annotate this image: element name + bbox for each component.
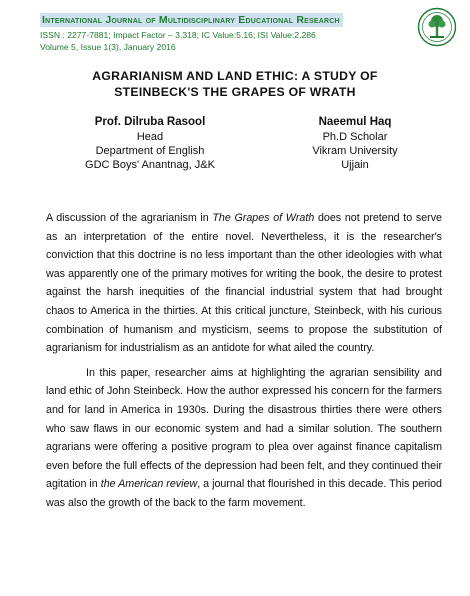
- issn-line: ISSN : 2277-7881; Impact Factor – 3.318; IC Value:5.16; ISI Value:2.286: [40, 30, 316, 40]
- author-block-2: [280, 115, 430, 172]
- paper-title: [0, 68, 470, 100]
- author-department: Department of English: [95, 145, 205, 157]
- author-position: Head: [136, 131, 164, 143]
- author-block-1: [60, 115, 240, 172]
- journal-header: [40, 10, 410, 52]
- title-line-1: AGRARIANISM AND LAND ETHIC: A STUDY OF: [92, 69, 378, 83]
- title-line-2: STEINBECK'S THE GRAPES OF WRATH: [114, 85, 356, 99]
- paragraph-text: In this paper, researcher aims at highlighting the agrarian sensibility and land ethic of John Steinbeck. How the author expressed his concern for the farmers and for land in America in 1930s. During the disastrous thirties there were others who saw flaws in our economic system and had a similar solution. The southern agrarians were offering a positive program to plea over against finance capitalism even before the full effects of the depression had been felt, and they continued their agitation in: [46, 366, 442, 491]
- author-name: Prof. Dilruba Rasool: [94, 116, 206, 128]
- volume-line: Volume 5, Issue 1(3), January 2016: [40, 42, 176, 52]
- book-title-italic: The Grapes of Wrath: [212, 212, 315, 224]
- author-name: Naeemul Haq: [318, 116, 392, 128]
- article-body: [46, 209, 442, 519]
- author-institution: GDC Boys' Anantnag, J&K: [85, 159, 215, 171]
- author-institution: Ujjain: [341, 159, 369, 171]
- journal-title: International Journal of Multidisciplinary Educational Research: [40, 13, 343, 27]
- paragraph-text: does not pretend to serve as an interpretation of the entire novel. Nevertheless, it is the researcher's conviction that this doctrine is no less important than the other ideologies with what was apparently one of the primary motives for writing the book, the desire to protest against the harsh inequities of the financial industrial system that had brought chaos to America in the thirties. At this critical juncture, Steinbeck, with his curious combination of humanism and mysticism, seems to propose the substitution of agrarianism for industrialism as an antidote for what ailed the country.: [46, 212, 442, 355]
- body-paragraph-1: [46, 209, 442, 358]
- author-department: Vikram University: [312, 145, 398, 157]
- paragraph-text: , a journal that flourished in this decade. This period was also the growth of the back to the farm movement.: [46, 478, 443, 509]
- author-position: Ph.D Scholar: [322, 131, 388, 143]
- paragraph-text: A discussion of the agrarianism in: [46, 212, 213, 224]
- journal-name-italic: the American review: [100, 478, 198, 491]
- body-paragraph-2: [46, 364, 442, 513]
- journal-logo-icon: [417, 7, 457, 47]
